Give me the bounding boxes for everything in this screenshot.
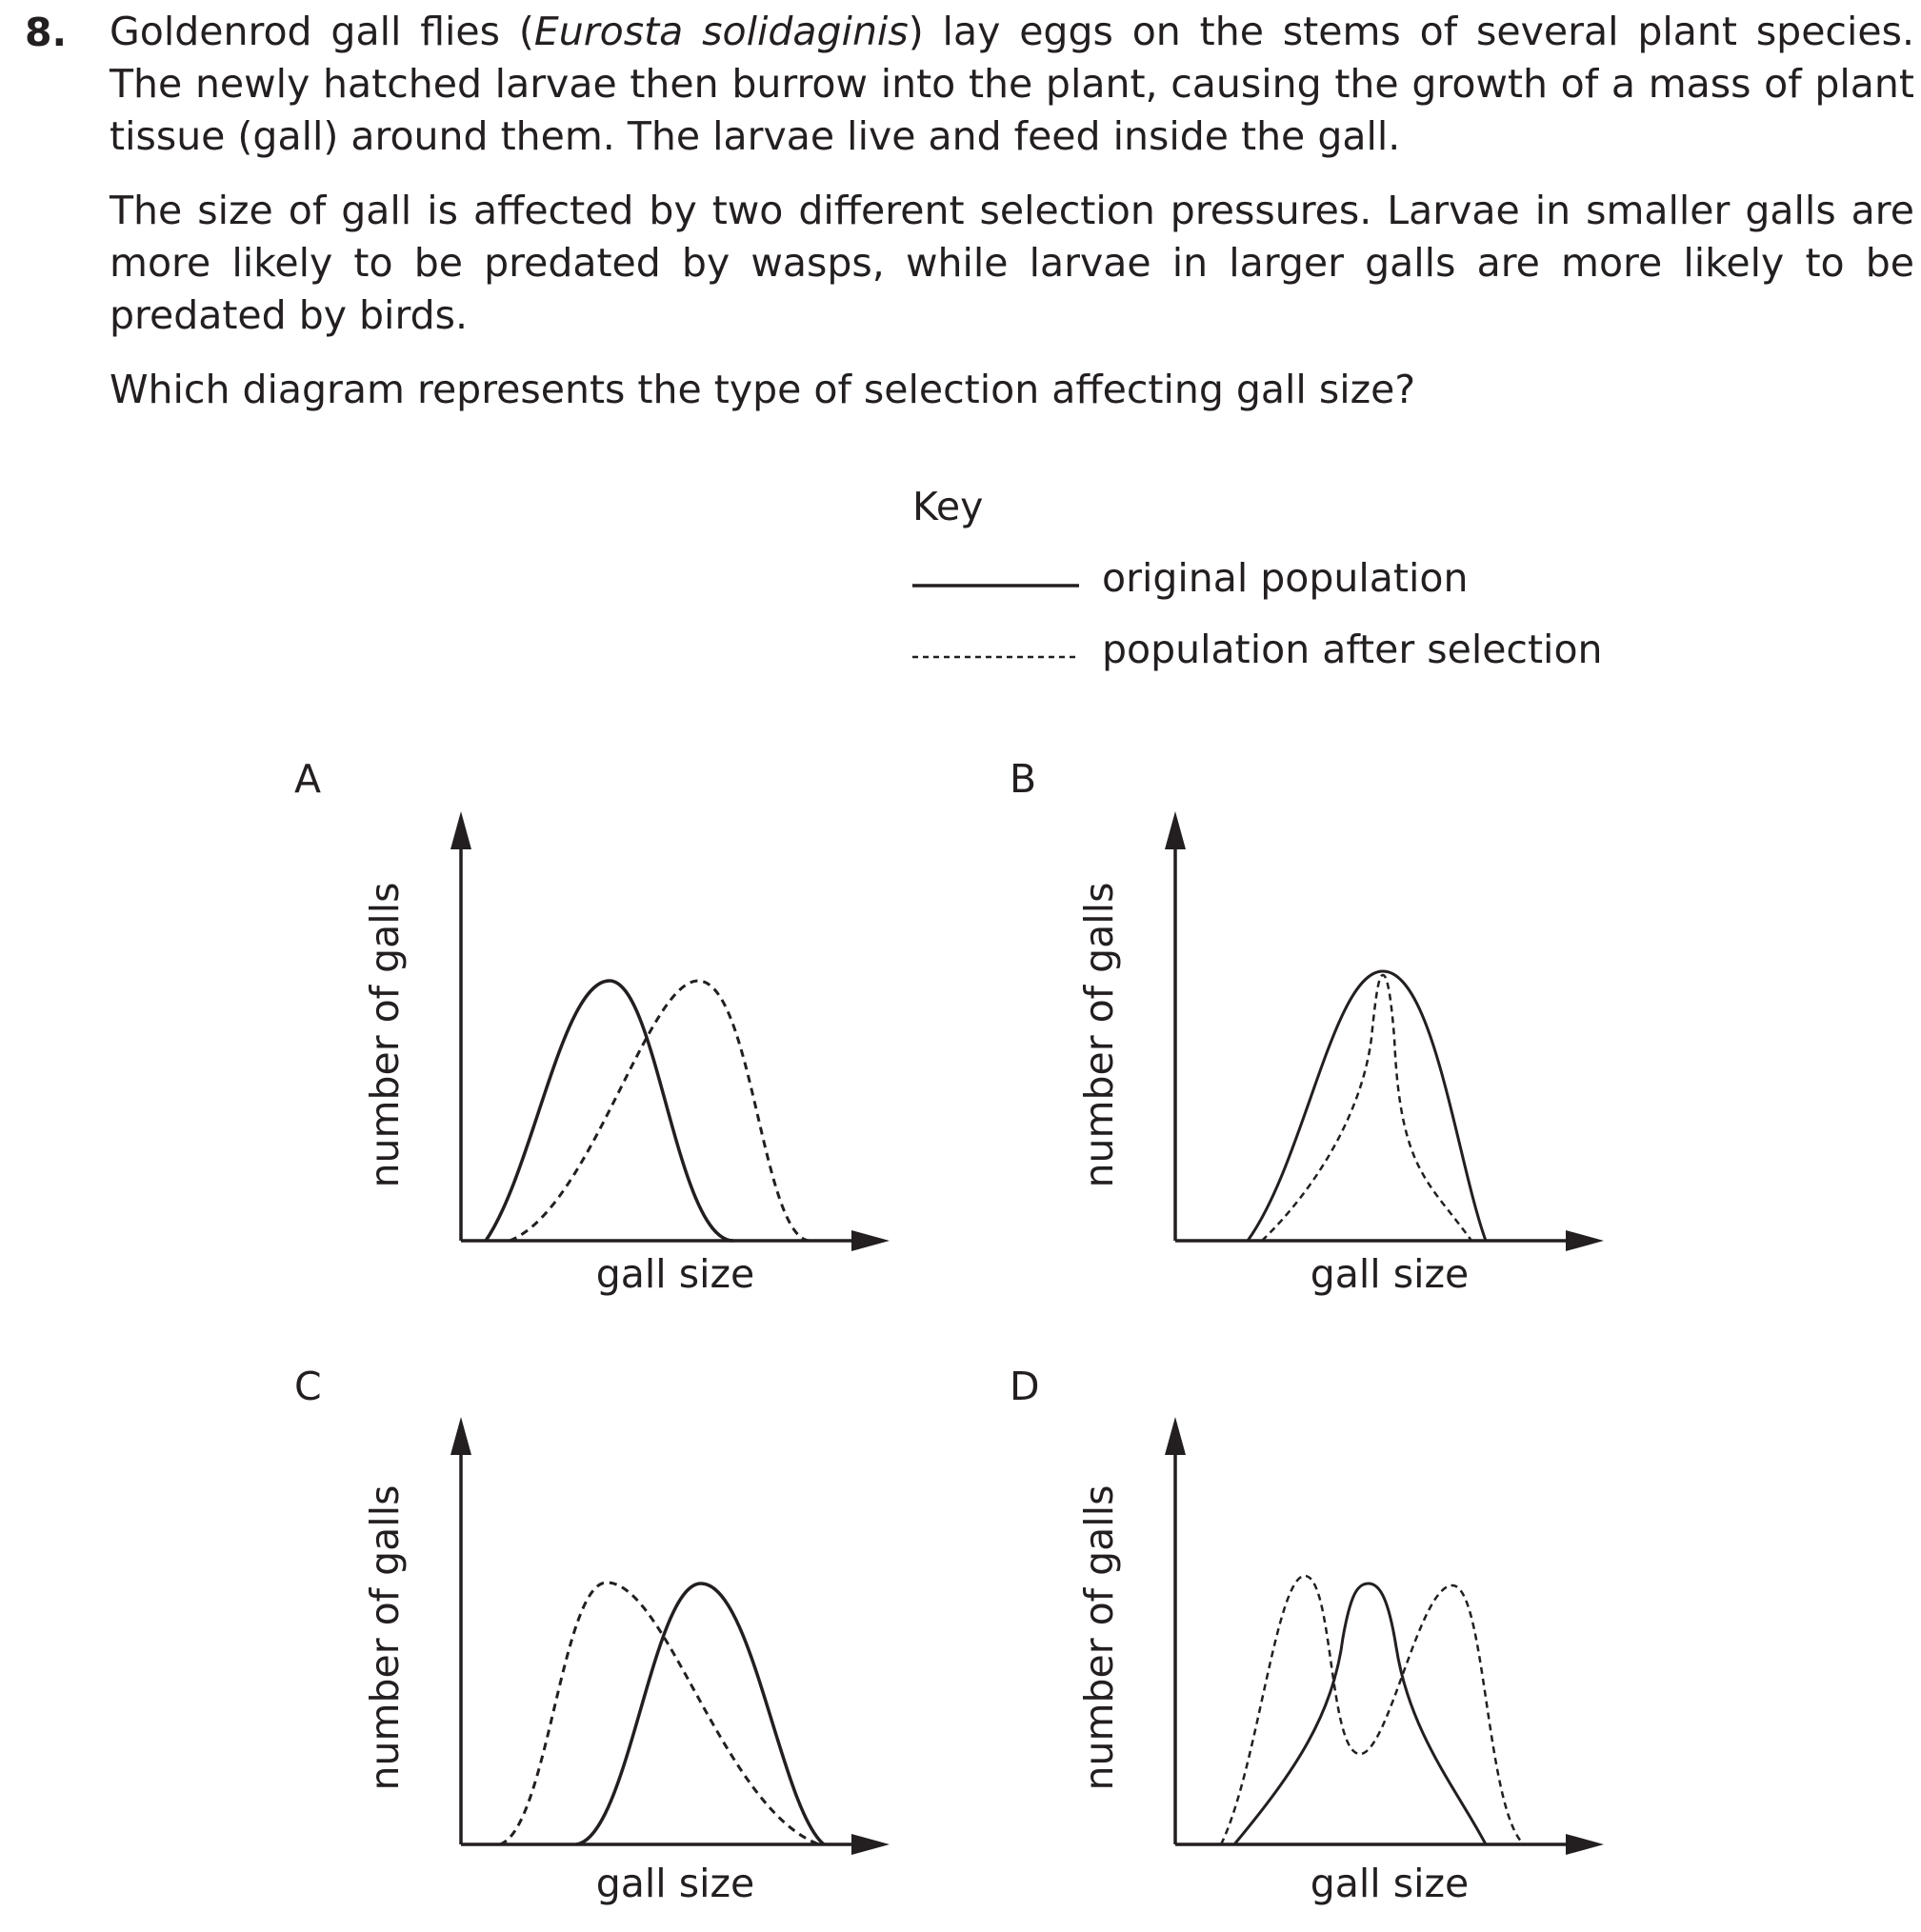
key-dotted-label: population after selection xyxy=(1102,627,1603,672)
diagram-a-y-label: number of galls xyxy=(362,882,408,1188)
diagram-d-y-arrow xyxy=(1165,1417,1186,1455)
diagram-a-x-arrow xyxy=(851,1230,890,1251)
diagram-c-x-label: gall size xyxy=(595,1861,755,1906)
diagram-c-x-arrow xyxy=(851,1834,890,1855)
diagram-d-x-label: gall size xyxy=(1310,1861,1470,1906)
question-prompt: Which diagram represents the type of selection affecting gall size? xyxy=(110,367,1416,412)
paragraph-1-end: ) lay eggs on the stems of several plant species. The newly hatched larvae then burrow into the plant, causing the growth of a mass of plant tissue (gall) around them. The larvae live and feed inside the gall. xyxy=(110,9,1914,159)
key-solid-label: original population xyxy=(1102,555,1469,601)
paragraph-1-start: Goldenrod gall flies ( xyxy=(110,9,534,54)
diagram-b-original-curve xyxy=(1248,971,1486,1241)
diagram-d xyxy=(1010,1364,1604,1906)
diagram-c-y-label: number of galls xyxy=(362,1484,408,1791)
diagram-a xyxy=(294,756,890,1297)
diagram-b-after-curve xyxy=(1262,975,1471,1241)
question-paragraph-2: The size of gall is affected by two different selection pressures. Larvae in smaller galls are more likely to be predated by wasps, while larvae in larger galls are more likely to be predated by birds. xyxy=(110,188,1914,338)
diagram-a-y-arrow xyxy=(450,811,471,849)
diagram-a-x-label: gall size xyxy=(595,1251,755,1297)
diagram-b-letter: B xyxy=(1010,756,1037,802)
species-name: Eurosta solidaginis xyxy=(533,9,909,54)
diagram-c-y-arrow xyxy=(450,1417,471,1455)
key-title: Key xyxy=(912,484,984,529)
diagram-b-x-label: gall size xyxy=(1310,1251,1470,1297)
question-number: 8. xyxy=(25,10,68,55)
diagram-a-after-curve xyxy=(510,981,810,1241)
diagram-a-letter: A xyxy=(294,756,322,802)
diagram-b-y-arrow xyxy=(1165,811,1186,849)
diagram-b xyxy=(1010,756,1604,1297)
diagram-d-x-arrow xyxy=(1566,1834,1604,1855)
diagram-d-y-label: number of galls xyxy=(1076,1484,1122,1791)
diagram-c-letter: C xyxy=(294,1364,322,1409)
diagram-c xyxy=(294,1364,890,1906)
diagram-d-original-curve xyxy=(1234,1583,1486,1844)
diagram-c-original-curve xyxy=(576,1583,824,1844)
diagram-d-letter: D xyxy=(1010,1364,1040,1409)
diagram-b-x-arrow xyxy=(1566,1230,1604,1251)
diagram-b-y-label: number of galls xyxy=(1076,882,1122,1188)
